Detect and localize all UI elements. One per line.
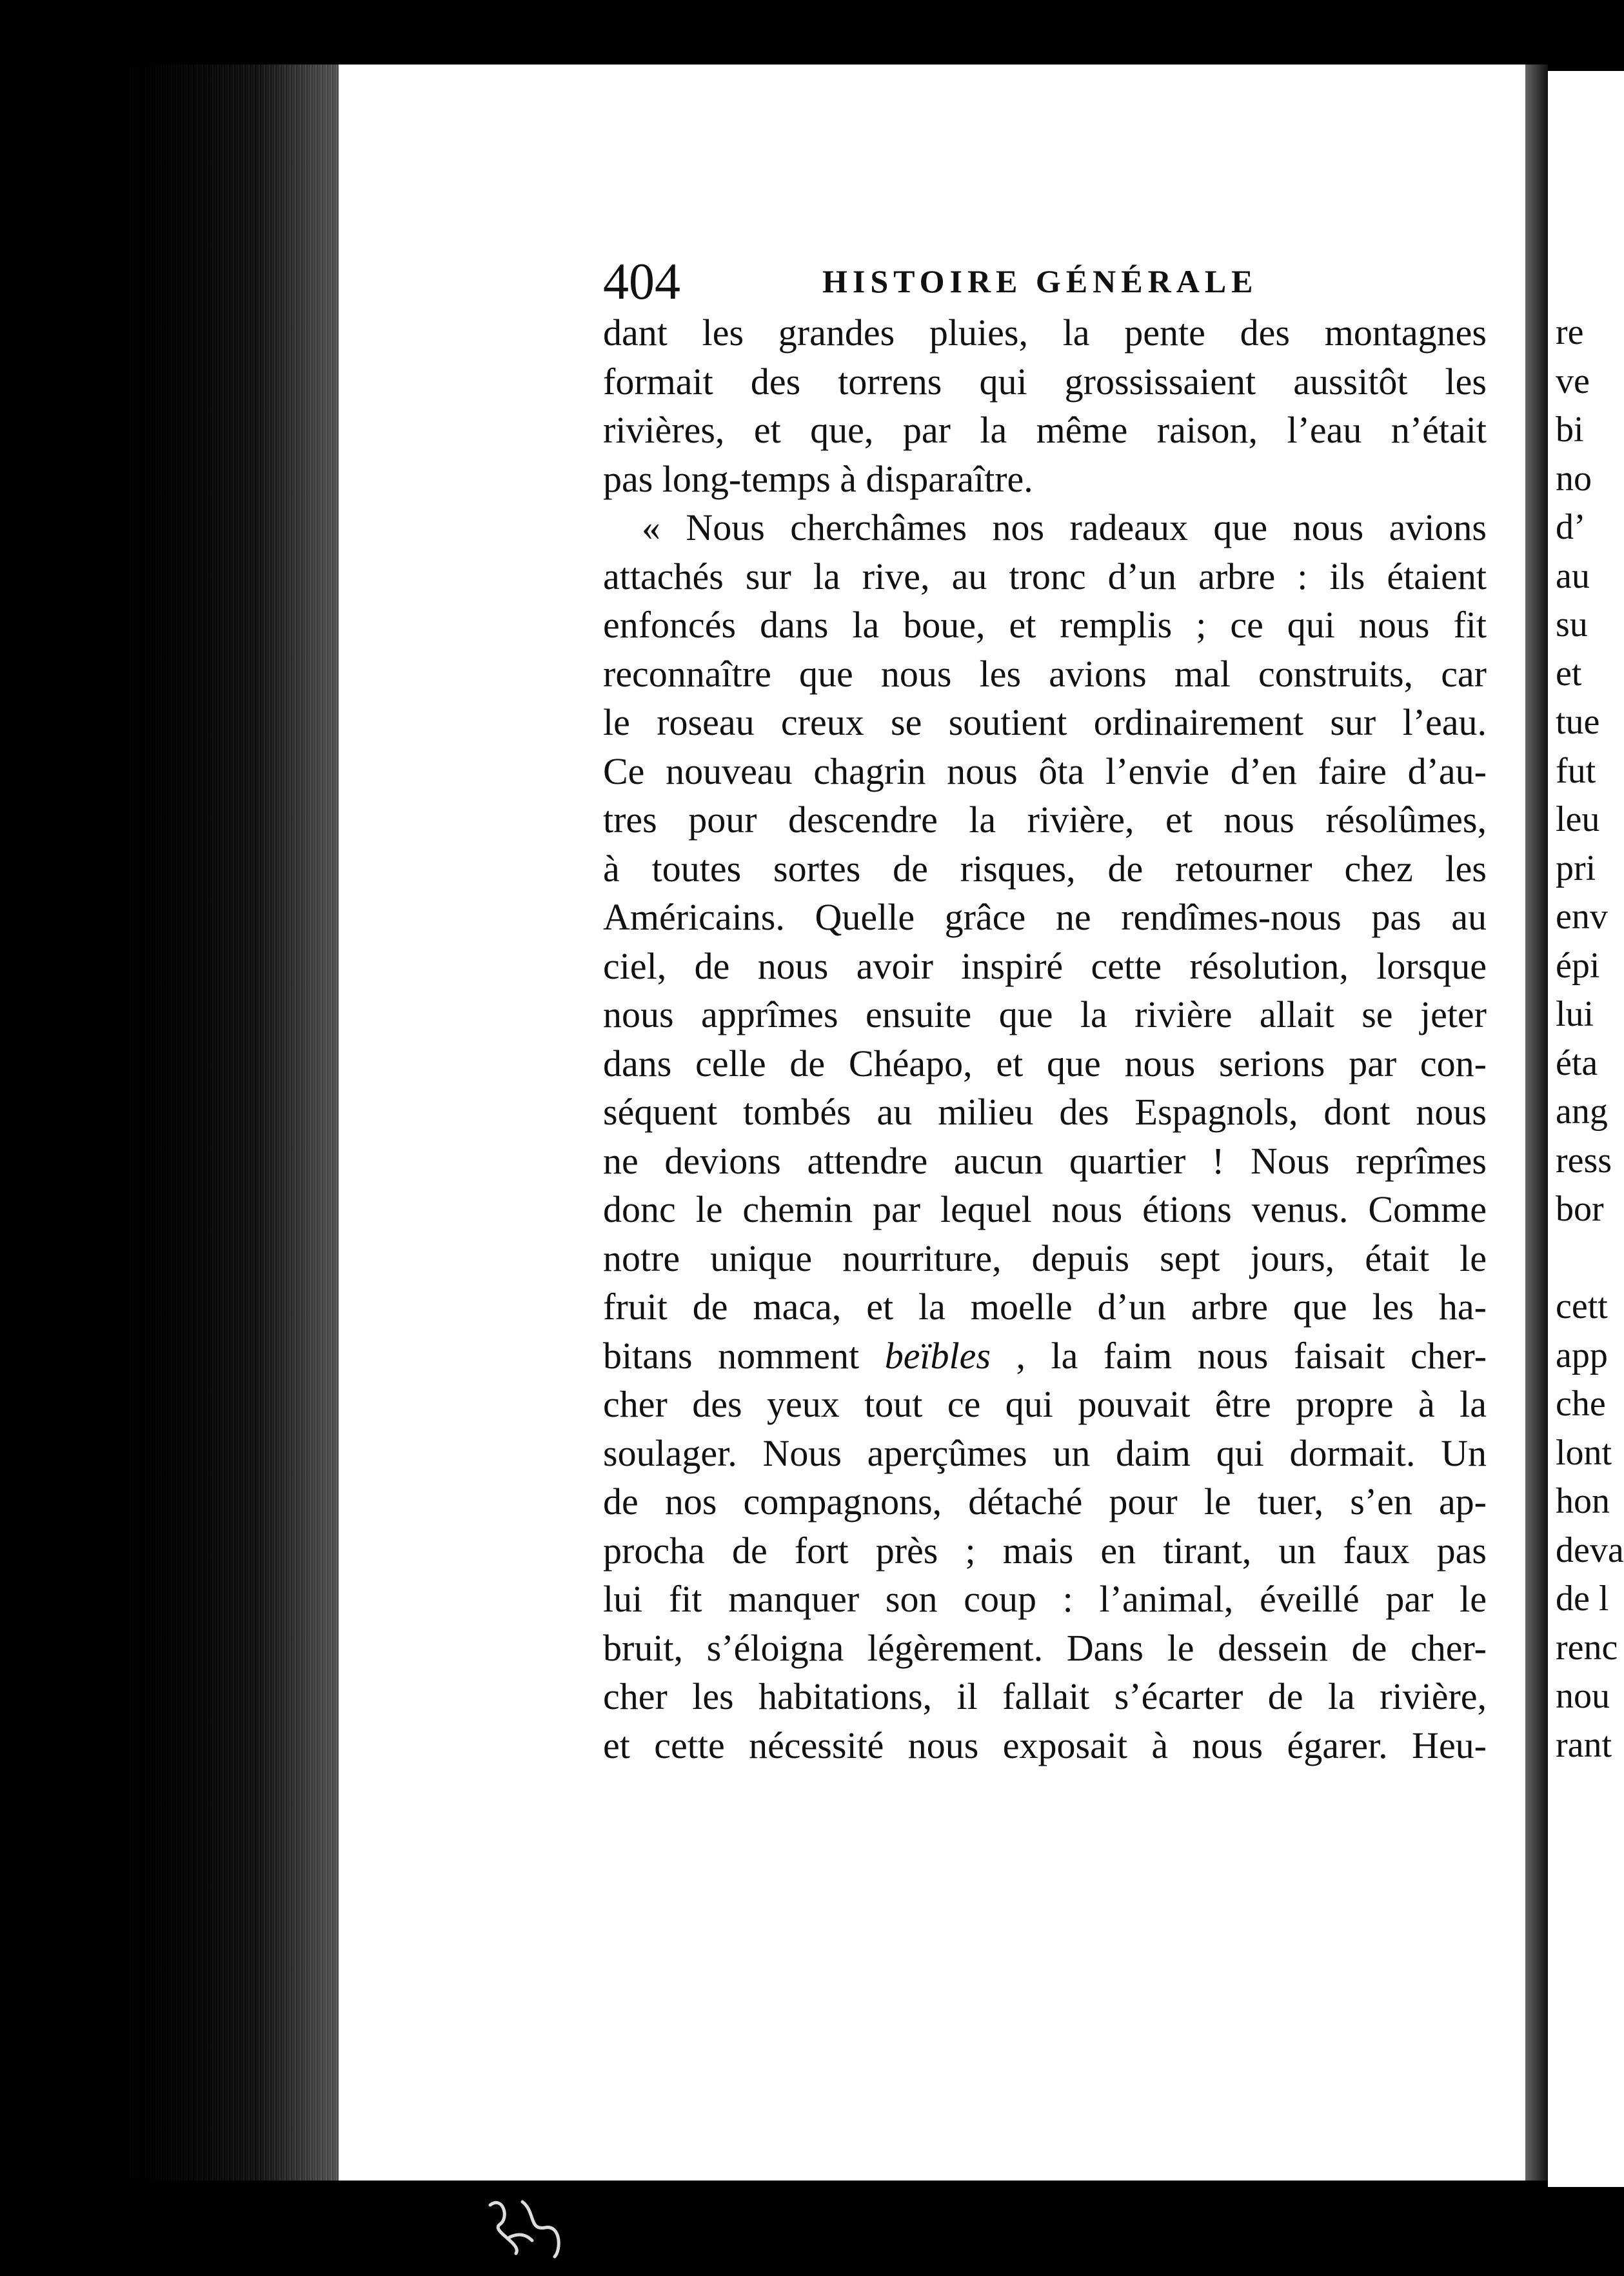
running-title: HISTOIRE GÉNÉRALE — [822, 263, 1258, 299]
body-text — [603, 308, 1487, 1770]
adjacent-line: bi — [1556, 410, 1584, 450]
text-line: formait des torrens qui grossissaient aussitôt les — [603, 360, 1487, 403]
running-head — [603, 253, 1487, 311]
text-line: « Nous cherchâmes nos radeaux que nous avions — [642, 506, 1487, 548]
text-line: nous apprîmes ensuite que la rivière allait se jeter — [603, 993, 1487, 1035]
adjacent-line: lui — [1556, 994, 1594, 1034]
text-line: dans celle de Chéapo, et que nous serions par con- — [603, 1042, 1487, 1084]
book-page-edges — [116, 65, 348, 2181]
adjacent-line: deva — [1556, 1530, 1624, 1570]
adjacent-line: et — [1556, 653, 1582, 694]
text-line: de nos compagnons, détaché pour le tuer, s’en ap- — [603, 1481, 1487, 1522]
gutter-shadow — [1525, 65, 1548, 2181]
text-line: séquent tombés au milieu des Espagnols, dont nous — [603, 1091, 1487, 1133]
adjacent-line: ang — [1556, 1092, 1608, 1132]
text-line: ne devions attendre aucun quartier ! Nous reprîmes — [603, 1139, 1487, 1182]
text-line: Ce nouveau chagrin nous ôta l’envie d’en faire d’au- — [603, 750, 1487, 792]
page-number: 404 — [603, 254, 680, 310]
adjacent-line: che — [1556, 1384, 1606, 1424]
adjacent-line: ress — [1556, 1140, 1612, 1181]
text-line: bruit, s’éloigna légèrement. Dans le dessein de cher- — [603, 1626, 1487, 1669]
text-line: reconnaître que nous les avions mal construits, car — [603, 652, 1487, 695]
adjacent-line: lont — [1556, 1432, 1612, 1473]
text-line: lui fit manquer son coup : l’animal, éveillé par le — [603, 1578, 1487, 1620]
adjacent-line: cett — [1556, 1286, 1608, 1326]
adjacent-line: pri — [1556, 848, 1596, 888]
text-line: à toutes sortes de risques, de retourner chez les — [603, 847, 1487, 890]
text-line: tres pour descendre la rivière, et nous résolûmes, — [603, 799, 1487, 841]
adjacent-line: éta — [1556, 1043, 1598, 1083]
adjacent-line: ve — [1556, 361, 1590, 401]
text-line: enfoncés dans la boue, et remplis ; ce qui nous fit — [603, 604, 1487, 646]
italic-term: beïbles — [884, 1334, 991, 1377]
adjacent-line: re — [1556, 312, 1584, 352]
adjacent-line: leu — [1556, 799, 1600, 839]
text-line: pas long-temps à disparaître. — [603, 457, 1033, 500]
text-line: ciel, de nous avoir inspiré cette résolution, lorsque — [603, 944, 1487, 987]
adjacent-line: su — [1556, 604, 1588, 644]
text-line: notre unique nourriture, depuis sept jours, était le — [603, 1237, 1487, 1279]
adjacent-line: au — [1556, 555, 1590, 596]
adjacent-line: de l — [1556, 1579, 1609, 1619]
adjacent-line: d’ — [1556, 507, 1586, 547]
text-line: attachés sur la rive, au tronc d’un arbre : ils étaient — [603, 555, 1487, 597]
adjacent-page-text — [1548, 308, 1624, 1770]
text-segment: bitans nomment — [603, 1334, 860, 1377]
adjacent-line: rant — [1556, 1724, 1612, 1765]
text-line: dant les grandes pluies, la pente des montagnes — [603, 312, 1487, 354]
adjacent-line: app — [1556, 1335, 1608, 1375]
adjacent-line: env — [1556, 897, 1608, 937]
adjacent-line: tue — [1556, 702, 1600, 742]
adjacent-line — [1548, 1234, 1624, 1283]
adjacent-line: hon — [1556, 1481, 1610, 1521]
text-line: soulager. Nous aperçûmes un daim qui dormait. Un — [603, 1432, 1487, 1474]
adjacent-line: épi — [1556, 945, 1600, 986]
text-line: cher les habitations, il fallait s’écarter de la rivière, — [603, 1675, 1487, 1717]
adjacent-line: no — [1556, 458, 1592, 499]
scan-artifact-scribble — [484, 2192, 574, 2263]
adjacent-line: renc — [1556, 1627, 1618, 1668]
text-line: fruit de maca, et la moelle d’un arbre que les ha- — [603, 1286, 1487, 1328]
adjacent-line: nou — [1556, 1676, 1610, 1716]
text-line: procha de fort près ; mais en tirant, un faux pas — [603, 1529, 1487, 1572]
text-line: donc le chemin par lequel nous étions venus. Comme — [603, 1188, 1487, 1230]
adjacent-line: fut — [1556, 750, 1596, 791]
text-line: Américains. Quelle grâce ne rendîmes-nous pas au — [603, 896, 1487, 938]
text-line: et cette nécessité nous exposait à nous égarer. Heu- — [603, 1724, 1487, 1766]
text-line-with-italic — [603, 1332, 1487, 1381]
text-line: cher des yeux tout ce qui pouvait être propre à la — [603, 1383, 1487, 1425]
text-segment: , la faim nous faisait cher- — [1016, 1334, 1487, 1377]
text-line: rivières, et que, par la même raison, l’eau n’était — [603, 409, 1487, 451]
adjacent-page — [1548, 71, 1624, 2187]
adjacent-line: bor — [1556, 1189, 1604, 1229]
text-line: le roseau creux se soutient ordinairement sur l’eau. — [603, 701, 1487, 743]
